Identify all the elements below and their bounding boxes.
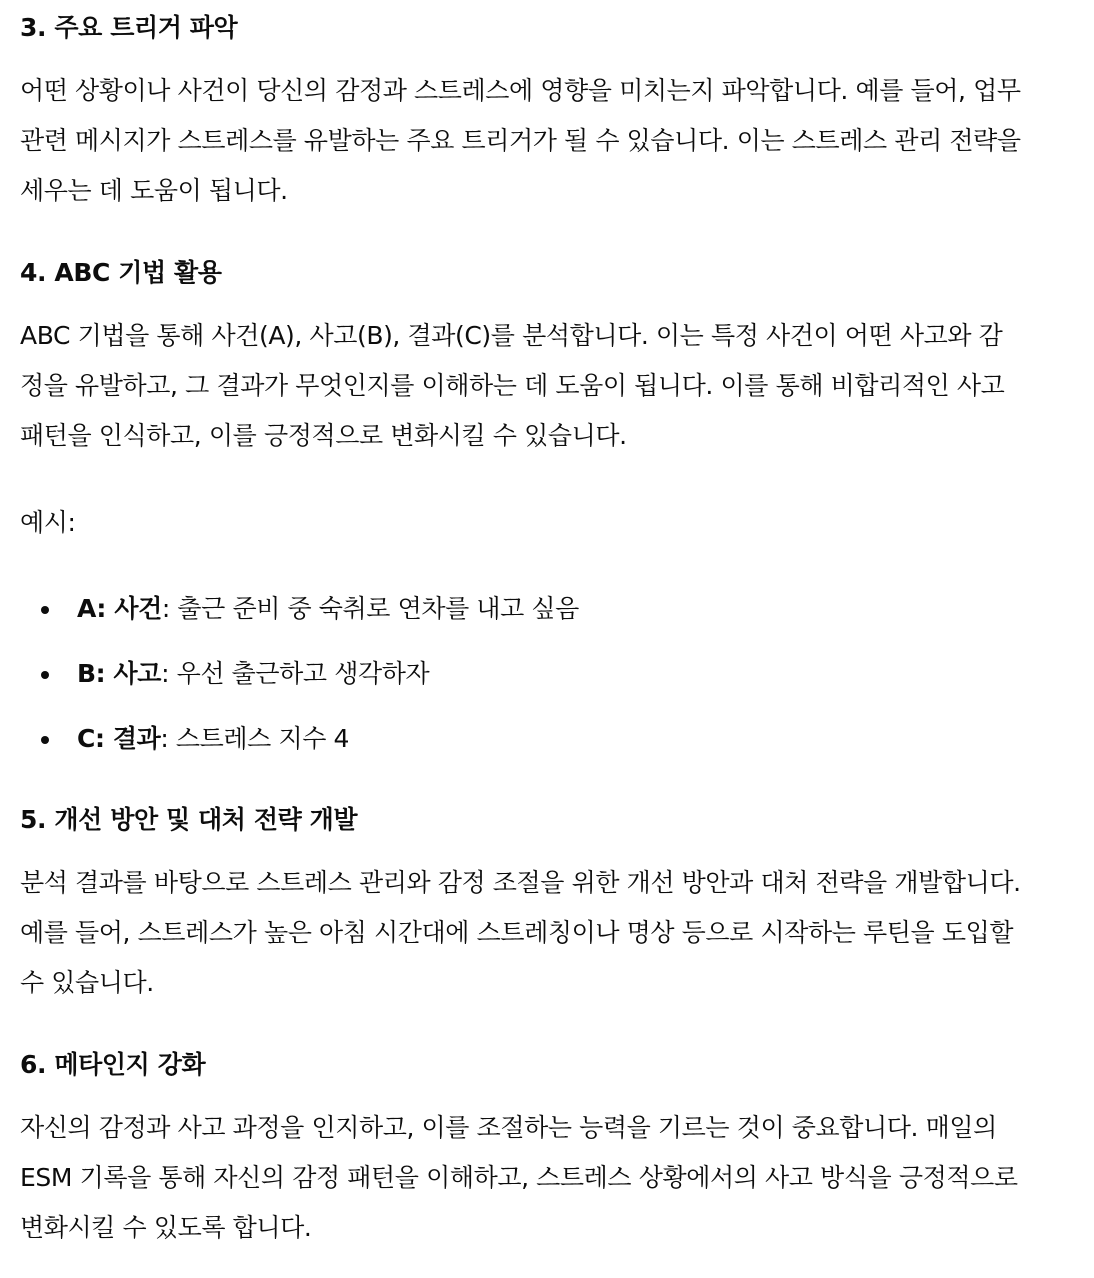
section-4-heading: 4. ABC 기법 활용 — [20, 258, 222, 287]
example-label — [20, 498, 1076, 548]
list-item-term: B: 사고 — [77, 659, 162, 688]
paragraph-line: 수 있습니다. — [20, 968, 154, 997]
section-6-paragraph — [20, 1103, 1076, 1253]
list-item-text — [77, 584, 579, 634]
bullet-dot-icon — [41, 736, 49, 744]
section-6-heading: 6. 메타인지 강화 — [20, 1050, 206, 1079]
section-3-heading: 3. 주요 트리거 파악 — [20, 13, 238, 42]
list-item-text — [77, 649, 429, 699]
list-item-term: A: 사건 — [77, 594, 162, 623]
section-5-paragraph — [20, 858, 1076, 1008]
section-4-paragraph — [20, 311, 1076, 461]
paragraph-line: 패턴을 인식하고, 이를 긍정적으로 변화시킬 수 있습니다. — [20, 421, 627, 450]
list-item-text — [77, 714, 349, 764]
paragraph-line: 어떤 상황이나 사건이 당신의 감정과 스트레스에 영향을 미치는지 파악합니다. 예를 들어, 업무 — [20, 76, 1021, 105]
paragraph-line: 변화시킬 수 있도록 합니다. — [20, 1213, 312, 1242]
list-item-description: : 스트레스 지수 4 — [160, 724, 350, 753]
paragraph-line: 세우는 데 도움이 됩니다. — [20, 176, 288, 205]
list-item-description: : 출근 준비 중 숙취로 연차를 내고 싶음 — [161, 594, 579, 623]
paragraph-line: 예를 들어, 스트레스가 높은 아침 시간대에 스트레칭이나 명상 등으로 시작하는 루틴을 도입할 — [20, 918, 1014, 947]
paragraph-line: 정을 유발하고, 그 결과가 무엇인지를 이해하는 데 도움이 됩니다. 이를 통해 비합리적인 사고 — [20, 371, 1005, 400]
section-5-heading: 5. 개선 방안 및 대처 전략 개발 — [20, 805, 358, 834]
paragraph-line: 관련 메시지가 스트레스를 유발하는 주요 트리거가 될 수 있습니다. 이는 스트레스 관리 전략을 — [20, 126, 1021, 155]
paragraph-line: 자신의 감정과 사고 과정을 인지하고, 이를 조절하는 능력을 기르는 것이 중요합니다. 매일의 — [20, 1113, 997, 1142]
list-item-term: C: 결과 — [77, 724, 161, 753]
paragraph-line: 분석 결과를 바탕으로 스트레스 관리와 감정 조절을 위한 개선 방안과 대처 전략을 개발합니다. — [20, 868, 1021, 897]
bullet-dot-icon — [41, 606, 49, 614]
list-item-description: : 우선 출근하고 생각하자 — [161, 659, 430, 688]
example-label-text: 예시: — [20, 508, 76, 537]
bullet-dot-icon — [41, 671, 49, 679]
paragraph-line: ABC 기법을 통해 사건(A), 사고(B), 결과(C)를 분석합니다. 이는 특정 사건이 어떤 사고와 감 — [20, 321, 1003, 350]
section-3-paragraph — [20, 66, 1076, 216]
paragraph-line: ESM 기록을 통해 자신의 감정 패턴을 이해하고, 스트레스 상황에서의 사고 방식을 긍정적으로 — [20, 1163, 1018, 1192]
